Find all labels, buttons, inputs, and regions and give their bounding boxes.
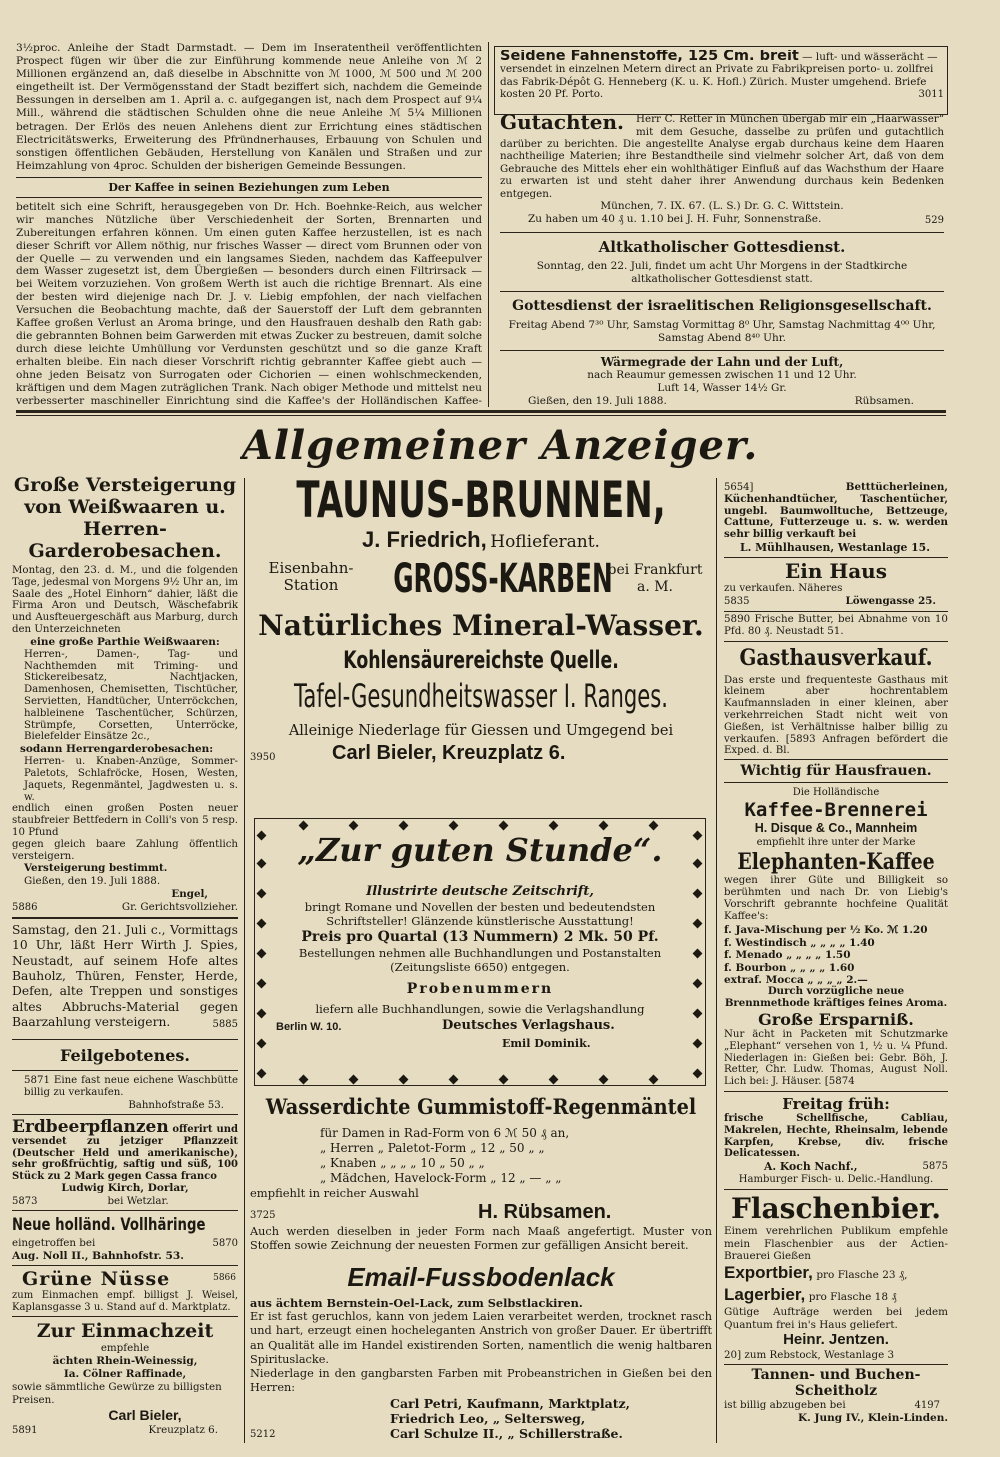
export-price: pro Flasche 23 ₰, — [816, 1269, 908, 1282]
divider — [724, 1364, 948, 1365]
email-haendler-2: Friedrich Leo, „ Seltersweg, — [390, 1410, 586, 1426]
kaffee-price-row: extraf. Mocca „ „ „ „ 2.— — [724, 973, 868, 986]
kaffee-price-list — [724, 924, 948, 986]
gutachten-signature: München, 7. IX. 67. (L. S.) Dr. G. C. Wittstein. — [600, 200, 844, 213]
section-divider — [16, 410, 946, 413]
jentzen-address: 20] zum Rebstock, Westanlage 3 — [724, 1349, 895, 1362]
divider — [12, 1316, 238, 1317]
einmach-name: Carl Bieler, — [108, 1407, 182, 1424]
frisch-text: frische Schellfische, Cabliau, Makrelen, Hechte, Rheinsalm, lebende Karpfen, Krebse, div. frische Delicatessen. — [724, 1111, 948, 1160]
einmach-line4: sowie sämmtliche Gewürze zu billigsten Preisen. — [12, 1381, 222, 1407]
versteigerung-footer — [12, 901, 238, 914]
frisch-footer — [724, 1160, 948, 1173]
tannen-name: K. Jung IV., Klein-Linden. — [798, 1412, 948, 1425]
flaschenbier-end: Gütige Aufträge werden bei jedem Quantum frei in's Haus geliefert. — [724, 1306, 948, 1331]
erdbeer-location: bei Wetzlar. — [107, 1195, 169, 1208]
kaffee-price-row: f. Java-Mischung per ½ Ko. ℳ 1.20 — [724, 924, 928, 937]
israel-text: Freitag Abend 7³⁰ Uhr, Samstag Vormittag 8⁰ Uhr, Samstag Nachmittag 4⁰⁰ Uhr, Samstag Abend 8⁴⁰ Uhr. — [508, 319, 936, 345]
kaffee-price-row: f. Bourbon „ „ „ „ 1.60 — [724, 961, 855, 974]
regen-rows — [250, 1126, 712, 1186]
haus-text: zu verkaufen. Näheres — [724, 581, 843, 594]
regen-row: für Damen in Rad-Form von 6 ℳ 50 ₰ an, — [320, 1126, 570, 1140]
kohlen-line: Kohlensäurereichste Quelle. — [343, 646, 619, 674]
butter-text: 5890 Frische Butter, bei Abnahme von 10 Pfd. 80 ₰. Neustadt 51. — [724, 612, 948, 637]
haering-name: Aug. Noll II., Bahnhofstr. 53. — [12, 1250, 184, 1263]
jentzen-name: Heinr. Jentzen. — [783, 1331, 889, 1349]
email-number: 5212 — [250, 1428, 276, 1440]
gutachten-text — [500, 110, 944, 200]
seide-number: 3011 — [918, 89, 944, 101]
haering-title: Neue holländ. Vollhäringe — [12, 1215, 206, 1236]
divider — [12, 1265, 238, 1266]
haering-footer — [12, 1237, 238, 1250]
erdbeer-footer — [12, 1195, 238, 1208]
divider — [12, 917, 238, 919]
kaffee-brennmethode: Durch vorzügliche neue Brennmethode kräftiges feines Aroma. — [724, 985, 948, 1010]
station-label: Eisenbahn-Station — [268, 559, 354, 594]
verlag-person: Emil Dominik. — [502, 1037, 591, 1050]
divider — [724, 611, 948, 612]
left-column — [12, 474, 238, 1449]
waerme-line2: Luft 14, Wasser 14½ Gr. — [657, 382, 787, 395]
israel-title: Gottesdienst der israelitischen Religionsgesellschaft. — [512, 298, 932, 315]
email-footer — [250, 1426, 712, 1441]
divider — [500, 350, 944, 351]
haering-text: eingetroffen bei — [12, 1237, 96, 1250]
frisch-name: A. Koch Nachf., — [764, 1160, 858, 1174]
friedrich-name: J. Friedrich, — [362, 527, 487, 552]
hausfrauen-title: Wichtig für Hausfrauen. — [740, 763, 932, 780]
erdbeer-name: Ludwig Kirch, Dorlar, — [61, 1182, 189, 1195]
divider — [724, 1189, 948, 1190]
kaffee-firm: H. Disque & Co., Mannheim — [754, 821, 918, 836]
mineral-water-title: Natürliches Mineral-Wasser. — [258, 609, 704, 642]
section-divider — [16, 415, 946, 416]
column-divider — [244, 478, 245, 1443]
column-divider — [716, 478, 717, 1443]
waerme-signature: Rübsamen. — [854, 395, 914, 408]
nuesse-text: zum Einmachen empf. billigst J. Weisel, Kaplansgasse 3 u. Stand auf d. Marktplatz. — [12, 1290, 238, 1313]
gutachten-title: Gutachten. — [500, 110, 625, 135]
verlag-line — [272, 1019, 688, 1037]
haering-number: 5870 — [212, 1238, 238, 1250]
kaffee-price-row: f. Menado „ „ „ „ 1.50 — [724, 949, 851, 962]
samstag-text: Samstag, den 21. Juli c., Vormittags 10 Uhr, läßt Herr Wirth J. Spies, Neustadt, auf seinem Hofe altes Bauholz, Thüren, Fenster, Herde, Defen, alte Treppen und sonstiges altes Abbruchs-Material gegen Baarzahlung versteigern. — [12, 922, 238, 1030]
gross-karben-title: GROSS-KARBEN — [393, 556, 613, 602]
gasthaus-title: Gasthausverkauf. — [739, 644, 933, 671]
nuesse-number: 5866 — [213, 1273, 236, 1284]
divider — [724, 759, 948, 760]
versteigerung-number: 5886 — [12, 902, 38, 914]
einmach-footer — [12, 1424, 238, 1437]
feil-address: Bahnhofstraße 53. — [128, 1100, 224, 1112]
taunus-title: TAUNUS-BRUNNEN, — [296, 471, 666, 529]
divider — [16, 177, 482, 178]
gutachten-number: 529 — [924, 215, 944, 227]
ersparnis-title: Große Ersparniß. — [758, 1009, 914, 1029]
regen-text: Auch werden dieselben in jeder Form nach Maaß angefertigt. Muster von Stoffen sowie Zeichnung der neuesten Formen zur gefälligen Ansicht bereit. — [250, 1225, 712, 1252]
samstag-number: 5885 — [212, 1018, 238, 1030]
divider — [500, 291, 944, 292]
erdbeer-body: offerirt und versendet zu jetziger Pflanzzeit (Deutscher Held und amerikanische), sehr großfrüchtig, saftig und süß, 100 Stück zu 2 Mark gegen Cassa franco — [12, 1124, 238, 1182]
email-ad — [250, 1262, 712, 1452]
kaffee-empfiehlt: empfiehlt ihre unter der Marke — [756, 837, 916, 849]
top-left-column — [16, 42, 482, 407]
tannen-number: 4197 — [914, 1400, 940, 1412]
niederlage-line: Alleinige Niederlage für Giessen und Umgegend bei — [288, 723, 674, 739]
tafel-line: Tafel-Gesundheitswasser I. Ranges. — [293, 677, 669, 715]
haus-title: Ein Haus — [784, 558, 887, 583]
versteigerung-text: Montag, den 23. d. M., und die folgenden Tage, jedesmal von Morgens 9½ Uhr an, im Saale des „Hotel Einhorn“ dahier, läßt die Firma Aron und Deutsch, Wäschefabrik und Ausfteuergeschäft aus Marburg, durch den Unterzeichneten — [12, 565, 238, 635]
erdbeer-title: Erdbeerpflanzen — [12, 1117, 169, 1138]
divider — [724, 782, 948, 783]
masthead: Allgemeiner Anzeiger. — [241, 422, 759, 469]
regen-signature-line — [250, 1201, 712, 1223]
gutachten-sale: Zu haben um 40 ₰ u. 1.10 bei J. H. Fuhr, Sonnenstraße. — [528, 213, 822, 226]
feil-title: Feilgebotenes. — [59, 1046, 190, 1066]
lager-line — [724, 1284, 948, 1306]
seide-title: Seidene Fahnenstoffe, 125 Cm. breit — [500, 50, 799, 64]
tannen-title: Tannen- und Buchen-Scheitholz — [751, 1367, 921, 1400]
kaffee-price-row: f. Westindisch „ „ „ „ 1.40 — [724, 936, 875, 949]
haus-number: 5835 — [724, 595, 750, 607]
stunde-line2: Bestellungen nehmen alle Buchhandlungen und Postanstalten (Zeitungsliste 6650) entgegen. — [298, 946, 662, 974]
export-line — [724, 1262, 948, 1284]
versteigerung-signature-2: Gr. Gerichtsvollzieher. — [121, 901, 238, 914]
frisch-title: Freitag früh: — [782, 1094, 890, 1113]
bei-frankfurt: bei Frankfurt a. M. — [607, 562, 703, 595]
altkath-text: Sonntag, den 22. Juli, findet um acht Uhr Morgens in der Stadtkirche altkatholischer Gottesdienst statt. — [536, 260, 908, 286]
bett-text — [724, 482, 948, 541]
kaffee-article-text: betitelt sich eine Schrift, herausgegeben von Dr. Hch. Boehnke-Reich, aus welcher wir manches Nützliche über Verschiedenheit der Sorten, Brennarten und Zubereitungen erfahren können. Um einen guten Kaffee herzustellen, ist es nach dieser Schrift vor Allem nöthig, nur frisches Wasser — direct vom Brunnen oder von der Quelle — zu verwenden und ein langsames Sieden, nachdem das Kaffeepulver dem Wasser zugesetzt ist, dem Übergießen — besonders durch einen Filtrirsack — bei Weitem vorzuziehen. Von großem Werth ist auch die richtige Brennart. Als eine der besten wird diejenige nach Dr. J. v. Liebig empfohlen, der nach vielfachen Versuchen die Beobachtung machte, daß der Sauerstoff der Luft dem gebrannten Kaffee großen Verlust an Aroma bringe, und den Hausfrauen deshalb den Rath gab: die gebrannten Bohnen beim Garwerden mit etwas Zucker zu bestreuen, damit solche durch diese leichte Umhüllung vor Verdunsten geschützt und so die ganze Kraft erhalten bleibe. Ein nach dieser Vorschrift richtig gebrannter Kaffee giebt auch — ohne jeden Beisatz von Surrogaten oder Cichorien — einen wohlschmeckenden, kräftigen und dem Magen zuträglichen Trank. Nach obiger Methode und mittelst neu verbesserter maschineller Einrichtung sind die Kaffee's der Holländischen Kaffee- — [16, 200, 482, 407]
regen-ad — [250, 1094, 712, 1258]
gutachten-body: Herr C. Retter in München übergab mir ein „Haarwasser“ mit dem Gesuche, dasselbe zu prüfen und gutachtlich darüber zu berichten. Die angestellte Analyse ergab durchaus keine dem Haaren nachtheilige Materien; ihre Bestandtheile sind vielmehr solcher Art, daß von dem Gebrauche des Mittels eher ein wohlthätiger Einfluß auf das Wachsthum der Haare zu erwarten ist und steht daher ihrer Anwendung durchaus kein Bedenken entgegen. — [500, 113, 944, 200]
stunde-line1: bringt Romane und Novellen der besten und bedeutendsten Schriftsteller! Glänzende künstlerische Ausstattung! — [304, 900, 656, 928]
gross-karben-row — [250, 554, 712, 608]
top-right-column — [500, 50, 944, 410]
bett-name: L. Mühlhausen, Westanlage 15. — [740, 540, 930, 554]
divider — [12, 1039, 238, 1041]
versteigerung-item-b-text: Herren- u. Knaben-Anzüge, Sommer-Paletots, Schlafröcke, Hosen, Westen, Jaquets, Regenmäntel, Jagdwesten u. s. w. — [24, 756, 238, 803]
flaschenbier-title: Flaschenbier. — [731, 1192, 941, 1226]
versteigerung-item-b: sodann Herrengarderobesachen: — [20, 743, 214, 756]
kaffee-brennerei-title: Kaffee-Brennerei — [744, 799, 928, 822]
bieler-line — [250, 741, 712, 765]
waerme-footer — [500, 395, 944, 408]
flaschenbier-text: Einem verehrlichen Publikum empfehle mein Flaschenbier aus der Actien-Brauerei Gießen — [724, 1225, 948, 1262]
divider — [724, 1091, 948, 1092]
waerme-date: Gießen, den 19. Juli 1888. — [528, 395, 667, 408]
altkath-title: Altkatholischer Gottesdienst. — [598, 238, 846, 257]
email-title: Email-Fussbodenlack — [347, 1262, 615, 1292]
regen-row: „ Herren „ Paletot-Form „ 12 „ 50 „ „ — [320, 1141, 545, 1155]
regen-name: H. Rübsamen. — [478, 1201, 612, 1223]
einmach-line2: ächten Rhein-Weinessig, — [52, 1355, 198, 1368]
divider — [12, 1070, 238, 1071]
stunde-subtitle: Illustrirte deutsche Zeitschrift, — [366, 884, 594, 899]
einmach-number: 5891 — [12, 1425, 38, 1437]
regen-empf: empfiehlt in reicher Auswahl — [250, 1186, 419, 1200]
verlag-name: Deutsches Verlagshaus. — [442, 1018, 615, 1033]
right-column — [724, 482, 948, 1450]
waerme-title: Wärmegrade der Lahn und der Luft, — [600, 355, 844, 370]
lager-title: Lagerbier, — [724, 1285, 806, 1305]
divider — [724, 641, 948, 642]
divider — [12, 1210, 238, 1211]
nuesse-title: Grüne Nüsse — [22, 1268, 171, 1291]
gasthaus-text: Das erste und frequenteste Gasthaus mit kleinem aber hochrentablem Kaufmannsladen in einer kleinen, aber verkehrreichen Stadt nicht weit von Gießen, ist Verhältnisse halber billig zu verkaufen. [5893 Anfragen befördert die Exped. d. Bl. — [724, 674, 948, 757]
versteigerung-item-c: endlich einen großen Posten neuer staubfreier Bettfedern in Colli's von 5 resp. 10 Pfund — [12, 803, 238, 838]
feil-text: 5871 Eine fast neue eichene Waschbütte billig zu verkaufen. — [24, 1075, 238, 1099]
versteigerung-title: Große Versteigerung von Weißwaaren u. Herren-Garderobesachen. — [13, 474, 237, 562]
versteigerung-item-a-text: Herren-, Damen-, Tag- und Nachthemden mit Triming- und Stickereibesatz, Nachtjacken, Damenhosen, Chemisetten, Tischtücher, Servietten, Handtücher, Unterröckchen, halbleinene Taschentücher, Schürzen, Strümpfe, Corsetten, Unterröcke, Bielefelder Einsätze 2c., — [24, 648, 238, 743]
tannen-text: ist billig abzugeben bei — [724, 1399, 846, 1412]
email-text: Er ist fast geruchlos, kann von jedem Laien verarbeitet werden, trocknet rasch und hart, erzeugt einen hocheleganten Anstrich von großer Dauer. Er übertrifft an Qualität alle im Handel existirenden Sorten, namentlich die wenig haltbaren Spirituslacke. — [250, 1310, 712, 1366]
einmach-line1: empfehle — [100, 1342, 150, 1355]
haus-address: Löwengasse 25. — [845, 594, 936, 607]
berlin: Berlin W. 10. — [276, 1021, 342, 1033]
stunde-title: „Zur guten Stunde“. — [297, 831, 663, 869]
column-divider — [488, 42, 489, 407]
einmach-line3: Ia. Cölner Raffinade, — [63, 1368, 187, 1381]
divider — [16, 197, 482, 198]
regen-title: Wasserdichte Gummistoff-Regenmäntel — [265, 1094, 697, 1119]
seide-body: — luft- und wässerächt — versendet in einzelnen Metern direct an Private zu Fabrikpreisen porto- u. zollfrei das Fabrik-Dépôt G. Henneberg (K. u. K. Hofl.) Zürich. Muster umgehend. Briefe kosten 20 Pf. Porto. — [500, 51, 938, 100]
bieler-number: 3950 — [250, 752, 276, 763]
email-haendler-1: Carl Petri, Kaufmann, Marktplatz, — [390, 1395, 630, 1411]
elephant-title: Elephanten-Kaffee — [737, 849, 935, 876]
email-subtitle: aus ächtem Bernstein-Oel-Lack, zum Selbstlackiren. — [250, 1296, 583, 1310]
divider — [12, 1114, 238, 1115]
friedrich-role: Hoflieferant. — [490, 532, 600, 552]
darmstadt-notice: 3½proc. Anleihe der Stadt Darmstadt. — Dem im Inseratentheil veröffentlichten Prospect fügen wir über die zur Einführung kommende neue Anleihe von ℳ 2 Millionen ergänzend an, daß dieselbe in Abschnitte von ℳ 1000, ℳ 500 und ℳ 200 eingetheilt ist. Der Vermögensstand der Stadt beziffert sich, nachdem die Gemeinde Bessungen in derselben am 1. April a. c. aufgegangen ist, nach dem Prospect auf 9¼ Mill., während die städtischen Schulden ohne die neue Anleihe ℳ 5¼ Millionen betragen. Der Erlös des neuen Anlehens dient zur Errichtung eines städtischen Electricitätswerks, Erweiterung des Pfründnerhauses, Erbauung von Schulen und sonstigen öffentlichen Gebäuden, Herstellung von Kanälen und Straßen und zur Heimzahlung von 4proc. Schulden der bisherigen Gemeinde Bessungen. — [16, 42, 482, 172]
stunde-price: Preis pro Quartal (13 Nummern) 2 Mk. 50 Pf. — [301, 929, 659, 945]
kaffee-text: wegen ihrer Güte und Billigkeit so berühmten und nach Dr. von Liebig's Vorschrift gebrannte hochfeine Qualität Kaffee's: — [724, 875, 948, 922]
friedrich-line — [250, 526, 712, 554]
probe-text: liefern alle Buchhandlungen, sowie die Verlagshandlung — [315, 1002, 645, 1016]
frisch-address: Hamburger Fisch- u. Delic.-Handlung. — [738, 1174, 934, 1186]
bieler-name: Carl Bieler, Kreuzplatz 6. — [332, 742, 566, 764]
erdbeer-text — [12, 1118, 238, 1182]
kaffee-pre: Die Holländische — [792, 787, 880, 799]
einmach-address: Kreuzplatz 6. — [148, 1424, 218, 1437]
versteigerung-item-d: gegen gleich baare Zahlung öffentlich versteigern. — [12, 838, 238, 862]
tannen-line — [724, 1399, 948, 1412]
regen-row: „ Knaben „ „ „ „ 10 „ 50 „ „ — [320, 1156, 485, 1170]
versteigerung-item-a: eine große Parthie Weißwaaren: — [30, 635, 220, 648]
kaffee-article-title: Der Kaffee in seinen Beziehungen zum Leben — [108, 180, 390, 194]
export-title: Exportbier, — [724, 1263, 813, 1283]
lager-price: pro Flasche 18 ₰ — [808, 1291, 897, 1304]
kaffee-ende: Nur ächt in Packeten mit Schutzmarke „Elephant“ versehen von 1, ½ u. ¼ Pfund. Niederlagen in: Gießen bei: Gebr. Böh, J. Retter, Chr. Ludw. Thomas, August Noll. Lich bei: J. Häuser. [5874 — [724, 1028, 948, 1088]
stunde-ad — [272, 828, 688, 1078]
email-haendler-3: Carl Schulze II., „ Schillerstraße. — [390, 1425, 623, 1441]
frisch-number: 5875 — [922, 1161, 948, 1173]
regen-row: „ Mädchen, Havelock-Form „ 12 „ — „ „ — [320, 1171, 562, 1185]
nuesse-header — [12, 1268, 238, 1290]
versteigerung-item-e: Versteigerung bestimmt. — [24, 862, 168, 875]
divider — [724, 557, 948, 558]
versteigerung-date: Gießen, den 19. Juli 1888. — [24, 875, 161, 888]
regen-number: 3725 — [250, 1210, 276, 1221]
versteigerung-signature-1: Engel, — [171, 888, 208, 901]
einmach-title: Zur Einmachzeit — [36, 1320, 214, 1343]
divider — [500, 232, 944, 233]
erdbeer-number: 5873 — [12, 1196, 38, 1208]
email-niederlage: Niederlage in den gangbarsten Farben mit Probeanstrichen in Gießen bei den Herren: — [250, 1367, 712, 1395]
bett-body: Betttücherleinen, Küchenhandtücher, Taschentücher, ungebl. Baumwolltuche, Bettzeuge, Cattune, Futterzeuge u. s. w. werden sehr billig verkauft bei — [724, 482, 948, 541]
haus-footer — [724, 595, 948, 608]
probe-title: Probenummern — [406, 981, 554, 997]
waerme-line1: nach Reaumur gemessen zwischen 11 und 12 Uhr. — [587, 369, 857, 382]
bett-number: 5654] — [724, 482, 754, 493]
